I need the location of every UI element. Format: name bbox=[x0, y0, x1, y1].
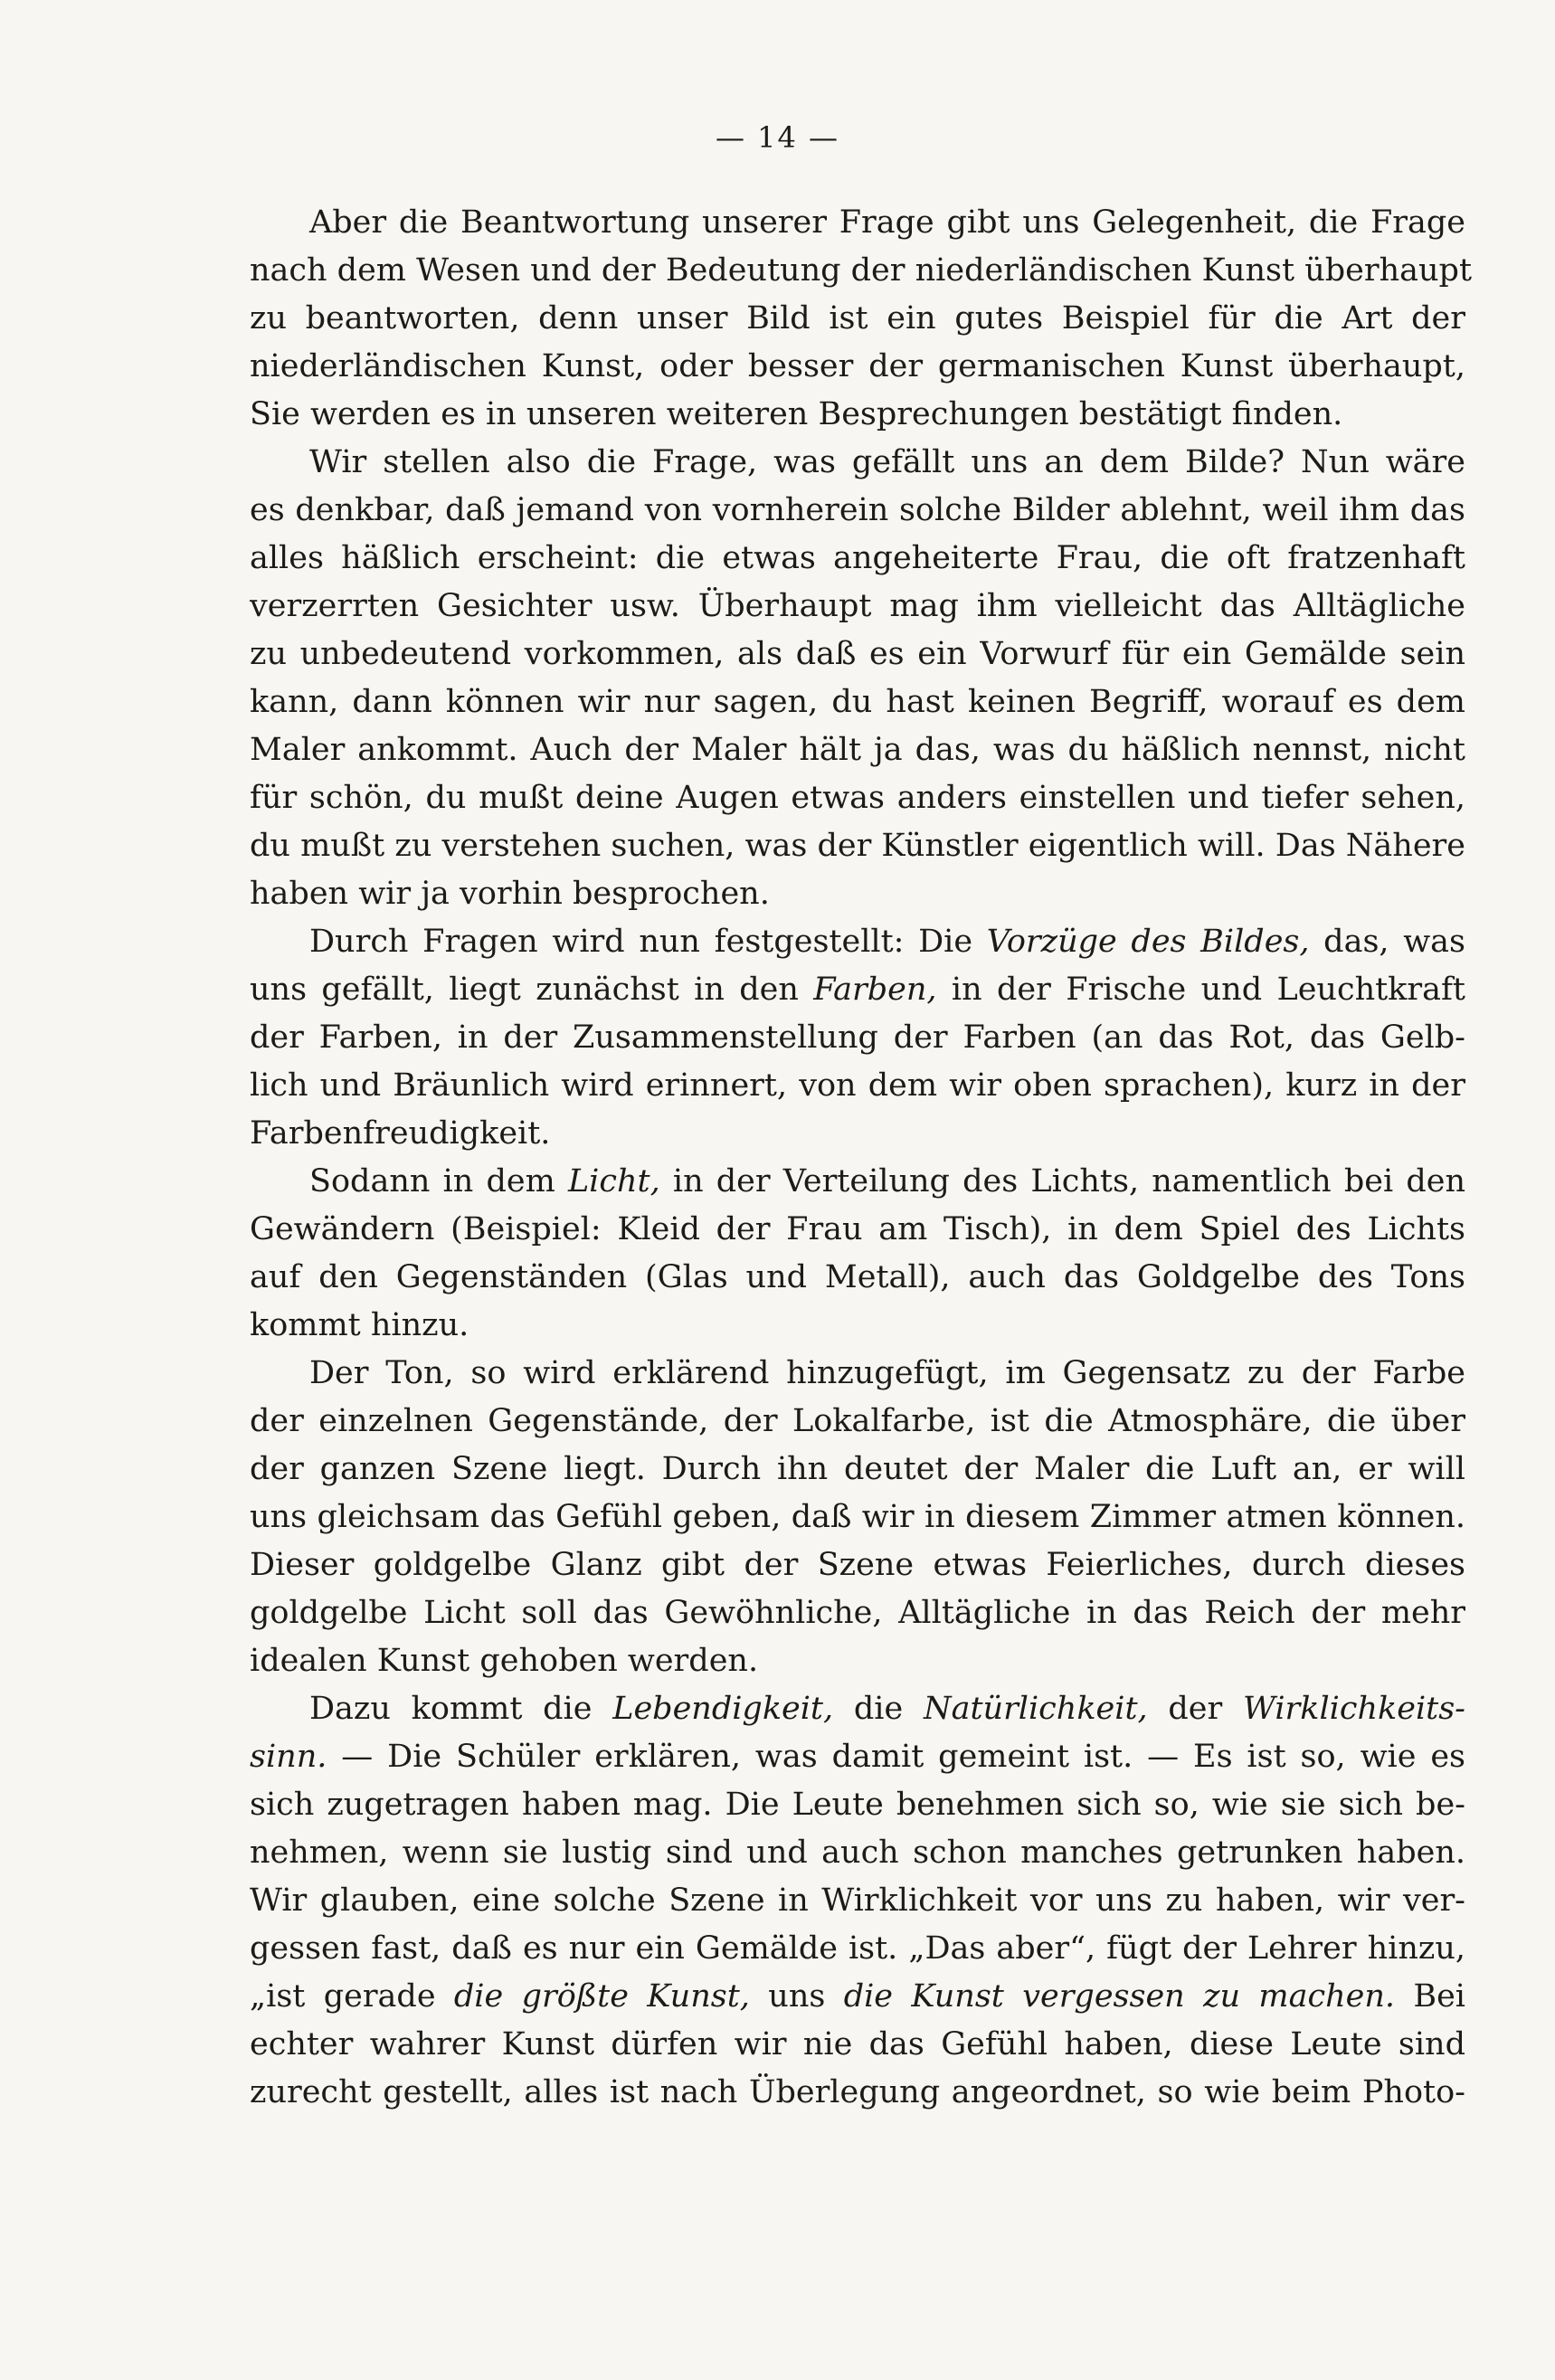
line-text: zu unbedeutend vorkommen, als daß es ein Vorwurf für ein Gemälde sein bbox=[250, 636, 1465, 672]
line-text: zurecht gestellt, alles ist nach Überlegung angeordnet, so wie beim Photo- bbox=[250, 2074, 1465, 2110]
line-text: nach dem Wesen und der Bedeutung der niederländischen Kunst überhaupt bbox=[250, 252, 1473, 289]
line-text: uns gleichsam das Gefühl geben, daß wir in diesem Zimmer atmen können. bbox=[250, 1499, 1465, 1535]
line-text: der bbox=[1147, 1691, 1243, 1727]
text-line bbox=[250, 2069, 1465, 2117]
emphasized-text: Vorzüge des Bildes, bbox=[986, 924, 1310, 960]
text-line bbox=[250, 1302, 1465, 1350]
text-line bbox=[250, 1589, 1465, 1637]
text-line bbox=[250, 1685, 1465, 1733]
line-text: Der Ton, so wird erklärend hinzugefügt, im Gegensatz zu der Farbe bbox=[309, 1355, 1465, 1391]
line-text: Sodann in dem bbox=[309, 1163, 568, 1199]
page-number: — 14 — bbox=[715, 120, 840, 155]
line-text: — Die Schüler erklären, was damit gemeint ist. — Es ist so, wie es bbox=[327, 1739, 1465, 1775]
text-line bbox=[250, 726, 1465, 774]
line-text: es denkbar, daß jemand von vornherein solche Bilder ablehnt, weil ihm das bbox=[250, 492, 1465, 528]
line-text: zu beantworten, denn unser Bild ist ein gutes Beispiel für die Art der bbox=[250, 300, 1465, 337]
text-line bbox=[250, 774, 1465, 822]
text-line bbox=[250, 2021, 1465, 2069]
line-text: Sie werden es in unseren weiteren Besprechungen bestätigt finden. bbox=[250, 396, 1343, 432]
emphasized-text: Farben, bbox=[813, 972, 937, 1008]
emphasized-text: die größte Kunst, bbox=[453, 1978, 750, 2015]
line-text: „ist gerade bbox=[250, 1978, 454, 2015]
body-text bbox=[250, 199, 1473, 2117]
emphasized-text: Natürlichkeit, bbox=[923, 1691, 1148, 1727]
line-text: sich zugetragen haben mag. Die Leute benehmen sich so, wie sie sich be- bbox=[250, 1787, 1465, 1823]
emphasized-text: die Kunst vergessen zu machen. bbox=[843, 1978, 1395, 2015]
text-line bbox=[250, 1254, 1465, 1302]
line-text: verzerrten Gesichter usw. Überhaupt mag ihm vielleicht das Alltägliche bbox=[250, 588, 1465, 624]
text-line bbox=[250, 678, 1465, 726]
line-text: Wir glauben, eine solche Szene in Wirklichkeit vor uns zu haben, wir ver- bbox=[250, 1882, 1465, 1919]
line-text: uns bbox=[749, 1978, 844, 2015]
line-text: in der Frische und Leuchtkraft bbox=[936, 972, 1465, 1008]
text-line bbox=[250, 199, 1465, 247]
line-text: für schön, du mußt deine Augen etwas anders einstellen und tiefer sehen, bbox=[250, 780, 1465, 816]
line-text: auf den Gegenständen (Glas und Metall), auch das Goldgelbe des Tons bbox=[250, 1259, 1465, 1295]
text-line bbox=[250, 295, 1465, 343]
text-line bbox=[250, 439, 1465, 487]
line-text: der Farben, in der Zusammenstellung der Farben (an das Rot, das Gelb- bbox=[250, 1019, 1465, 1056]
text-line bbox=[250, 1637, 1465, 1685]
text-line bbox=[250, 391, 1465, 439]
line-text: gessen fast, daß es nur ein Gemälde ist. „Das aber“, fügt der Lehrer hinzu, bbox=[250, 1930, 1465, 1967]
line-text: alles häßlich erscheint: die etwas angeheiterte Frau, die oft fratzenhaft bbox=[250, 540, 1465, 576]
text-line bbox=[250, 535, 1465, 583]
line-text: echter wahrer Kunst dürfen wir nie das Gefühl haben, diese Leute sind bbox=[250, 2026, 1465, 2062]
text-line bbox=[250, 1973, 1465, 2021]
text-line bbox=[250, 966, 1465, 1014]
text-line bbox=[250, 870, 1465, 918]
line-text: Durch Fragen wird nun festgestellt: Die bbox=[309, 924, 987, 960]
line-text: kommt hinzu. bbox=[250, 1307, 469, 1343]
line-text: idealen Kunst gehoben werden. bbox=[250, 1643, 759, 1679]
text-line bbox=[250, 1110, 1465, 1158]
line-text: Maler ankommt. Auch der Maler hält ja das, was du häßlich nennst, nicht bbox=[250, 732, 1465, 768]
text-line bbox=[250, 1781, 1465, 1829]
text-line bbox=[250, 1158, 1465, 1206]
text-line bbox=[250, 918, 1465, 966]
text-line bbox=[250, 1398, 1465, 1446]
text-line bbox=[250, 1877, 1465, 1925]
line-text: das, was bbox=[1309, 924, 1466, 960]
line-text: die bbox=[833, 1691, 924, 1727]
line-text: der einzelnen Gegenstände, der Lokalfarbe, ist die Atmosphäre, die über bbox=[250, 1403, 1465, 1439]
line-text: Wir stellen also die Frage, was gefällt uns an dem Bilde? Nun wäre bbox=[309, 444, 1465, 480]
line-text: Farbenfreudigkeit. bbox=[250, 1115, 551, 1152]
text-line bbox=[250, 822, 1465, 870]
line-text: in der Verteilung des Lichts, namentlich bei den bbox=[659, 1163, 1465, 1199]
line-text: haben wir ja vorhin besprochen. bbox=[250, 876, 770, 912]
emphasized-text: sinn. bbox=[250, 1739, 327, 1775]
line-text: Dieser goldgelbe Glanz gibt der Szene etwas Feierliches, durch dieses bbox=[250, 1547, 1465, 1583]
text-line bbox=[250, 1925, 1465, 1973]
text-line bbox=[250, 1350, 1465, 1398]
line-text: niederländischen Kunst, oder besser der germanischen Kunst überhaupt, bbox=[250, 348, 1465, 384]
text-line bbox=[250, 1493, 1465, 1541]
text-line bbox=[250, 343, 1465, 391]
text-line bbox=[250, 247, 1473, 295]
line-text: lich und Bräunlich wird erinnert, von dem wir oben sprachen), kurz in der bbox=[250, 1067, 1465, 1104]
text-line bbox=[250, 631, 1465, 678]
text-line bbox=[250, 1733, 1465, 1781]
text-line bbox=[250, 1541, 1465, 1589]
line-text: der ganzen Szene liegt. Durch ihn deutet der Maler die Luft an, er will bbox=[250, 1451, 1465, 1487]
emphasized-text: Wirklichkeits- bbox=[1243, 1691, 1465, 1727]
line-text: Dazu kommt die bbox=[309, 1691, 613, 1727]
line-text: Bei bbox=[1395, 1978, 1465, 2015]
line-text: kann, dann können wir nur sagen, du hast keinen Begriff, worauf es dem bbox=[250, 684, 1465, 720]
text-line bbox=[250, 1062, 1465, 1110]
text-line bbox=[250, 1206, 1465, 1254]
line-text: nehmen, wenn sie lustig sind und auch schon manches getrunken haben. bbox=[250, 1835, 1465, 1871]
text-line bbox=[250, 487, 1465, 535]
emphasized-text: Lebendigkeit, bbox=[612, 1691, 834, 1727]
line-text: Gewändern (Beispiel: Kleid der Frau am Tisch), in dem Spiel des Lichts bbox=[250, 1211, 1465, 1247]
line-text: goldgelbe Licht soll das Gewöhnliche, Alltägliche in das Reich der mehr bbox=[250, 1595, 1465, 1631]
text-line bbox=[250, 1014, 1465, 1062]
line-text: uns gefällt, liegt zunächst in den bbox=[250, 972, 814, 1008]
line-text: du mußt zu verstehen suchen, was der Künstler eigentlich will. Das Nähere bbox=[250, 828, 1465, 864]
emphasized-text: Licht, bbox=[567, 1163, 660, 1199]
line-text: Aber die Beantwortung unserer Frage gibt uns Gelegenheit, die Frage bbox=[309, 204, 1465, 241]
text-line bbox=[250, 1446, 1465, 1493]
text-line bbox=[250, 583, 1465, 631]
text-line bbox=[250, 1829, 1465, 1877]
